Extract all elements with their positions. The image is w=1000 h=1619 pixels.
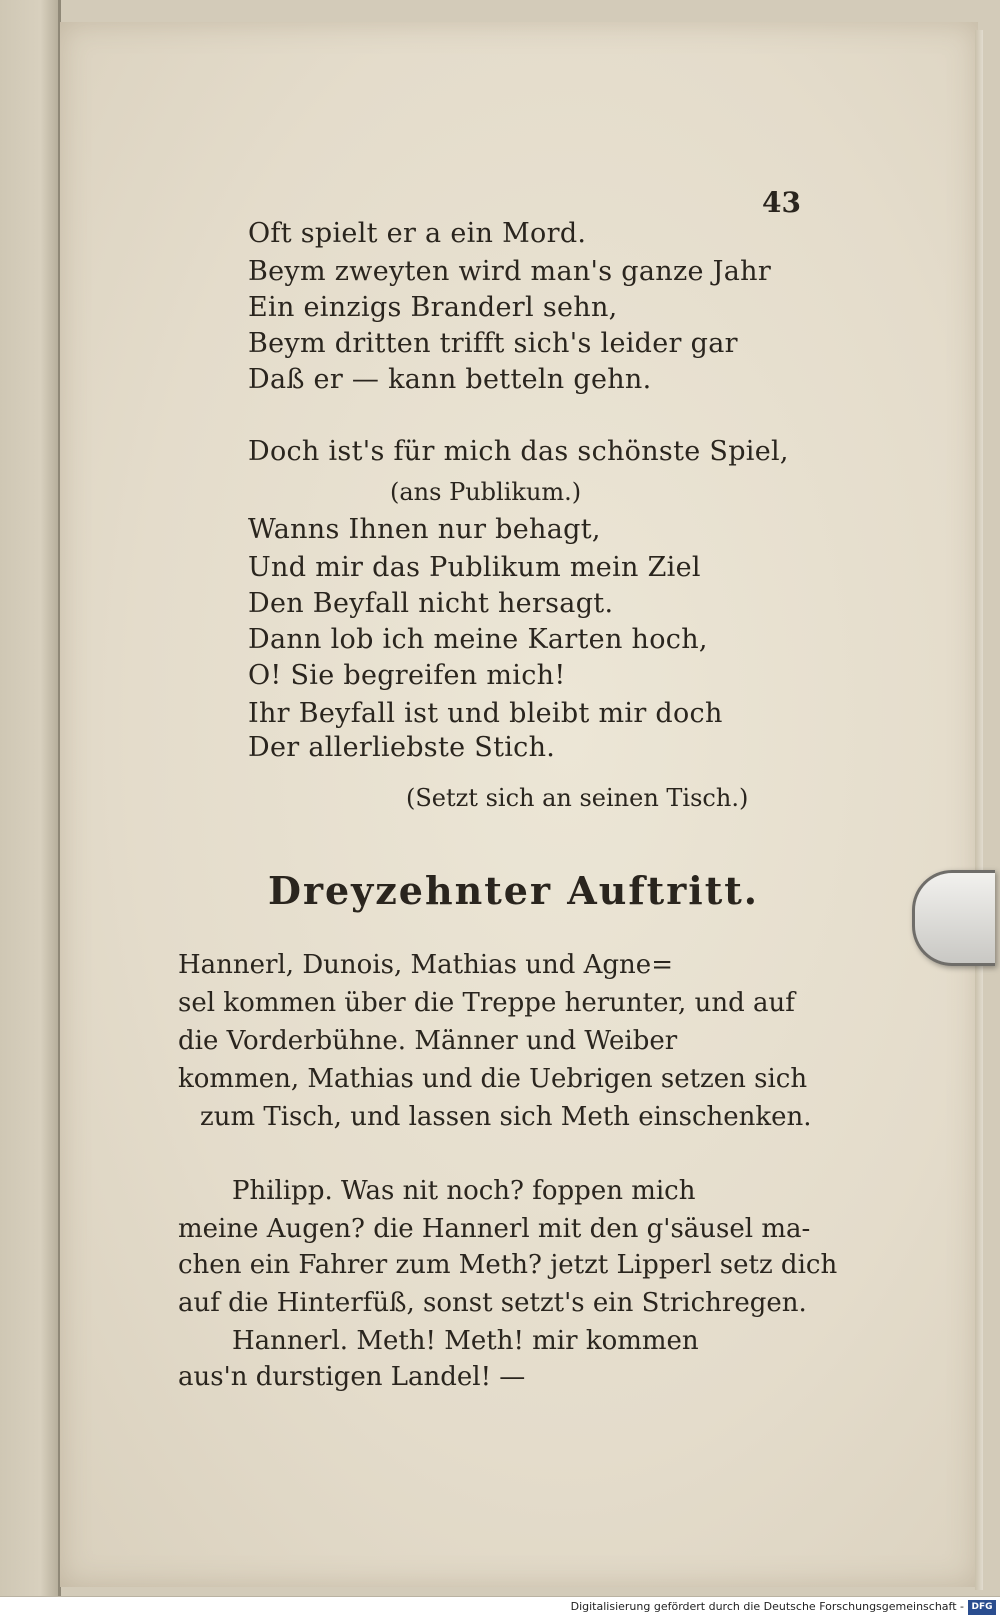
verse-line: Und mir das Publikum mein Ziel <box>248 552 701 583</box>
footer-bar <box>0 1597 1000 1619</box>
stage-direction-line: sel kommen über die Treppe herunter, und auf <box>178 988 795 1018</box>
page-edge <box>975 30 983 1590</box>
verse-line: Dann lob ich meine Karten hoch, <box>248 624 708 655</box>
verse-line: Daß er — kann betteln gehn. <box>248 364 652 395</box>
verse-line: Doch ist's für mich das schönste Spiel, <box>248 436 789 467</box>
dfg-logo: DFG <box>968 1600 996 1615</box>
verse-line: Beym zweyten wird man's ganze Jahr <box>248 256 772 287</box>
stage-direction-line: zum Tisch, und lassen sich Meth einschenken. <box>200 1102 812 1132</box>
verse-line: Beym dritten trifft sich's leider gar <box>248 328 738 359</box>
stage-aside: (ans Publikum.) <box>390 478 582 506</box>
verse-line: Wanns Ihnen nur behagt, <box>248 514 601 545</box>
verse-line: Ein einzigs Branderl sehn, <box>248 292 618 323</box>
verse-line: Den Beyfall nicht hersagt. <box>248 588 614 619</box>
scene-heading: Dreyzehnter Auftritt. <box>268 868 760 913</box>
dialogue-line: Philipp. Was nit noch? foppen mich <box>232 1176 696 1206</box>
page-number: 43 <box>762 186 801 219</box>
verse-line: Ihr Beyfall ist und bleibt mir doch <box>248 698 723 729</box>
funding-credit: Digitalisierung gefördert durch die Deutsche Forschungsgemeinschaft - <box>570 1600 964 1613</box>
page-clip <box>912 870 995 966</box>
dialogue-line: chen ein Fahrer zum Meth? jetzt Lipperl setz dich <box>178 1250 838 1280</box>
dialogue-line: meine Augen? die Hannerl mit den g'säusel ma- <box>178 1214 811 1244</box>
stage-direction-sits: (Setzt sich an seinen Tisch.) <box>406 784 749 812</box>
stage-direction-line: die Vorderbühne. Männer und Weiber <box>178 1026 678 1056</box>
stage-direction-line: kommen, Mathias und die Uebrigen setzen sich <box>178 1064 808 1094</box>
verse-line: Oft spielt er a ein Mord. <box>248 218 587 249</box>
stage-direction-line: Hannerl, Dunois, Mathias und Agne= <box>178 950 673 980</box>
verse-line: Der allerliebste Stich. <box>248 732 556 763</box>
verse-line: O! Sie begreifen mich! <box>248 660 566 691</box>
dialogue-line: auf die Hinterfüß, sonst setzt's ein Strichregen. <box>178 1288 807 1318</box>
dialogue-line: Hannerl. Meth! Meth! mir kommen <box>232 1326 699 1356</box>
facing-page-edge <box>0 0 61 1596</box>
dialogue-line: aus'n durstigen Landel! — <box>178 1362 526 1392</box>
